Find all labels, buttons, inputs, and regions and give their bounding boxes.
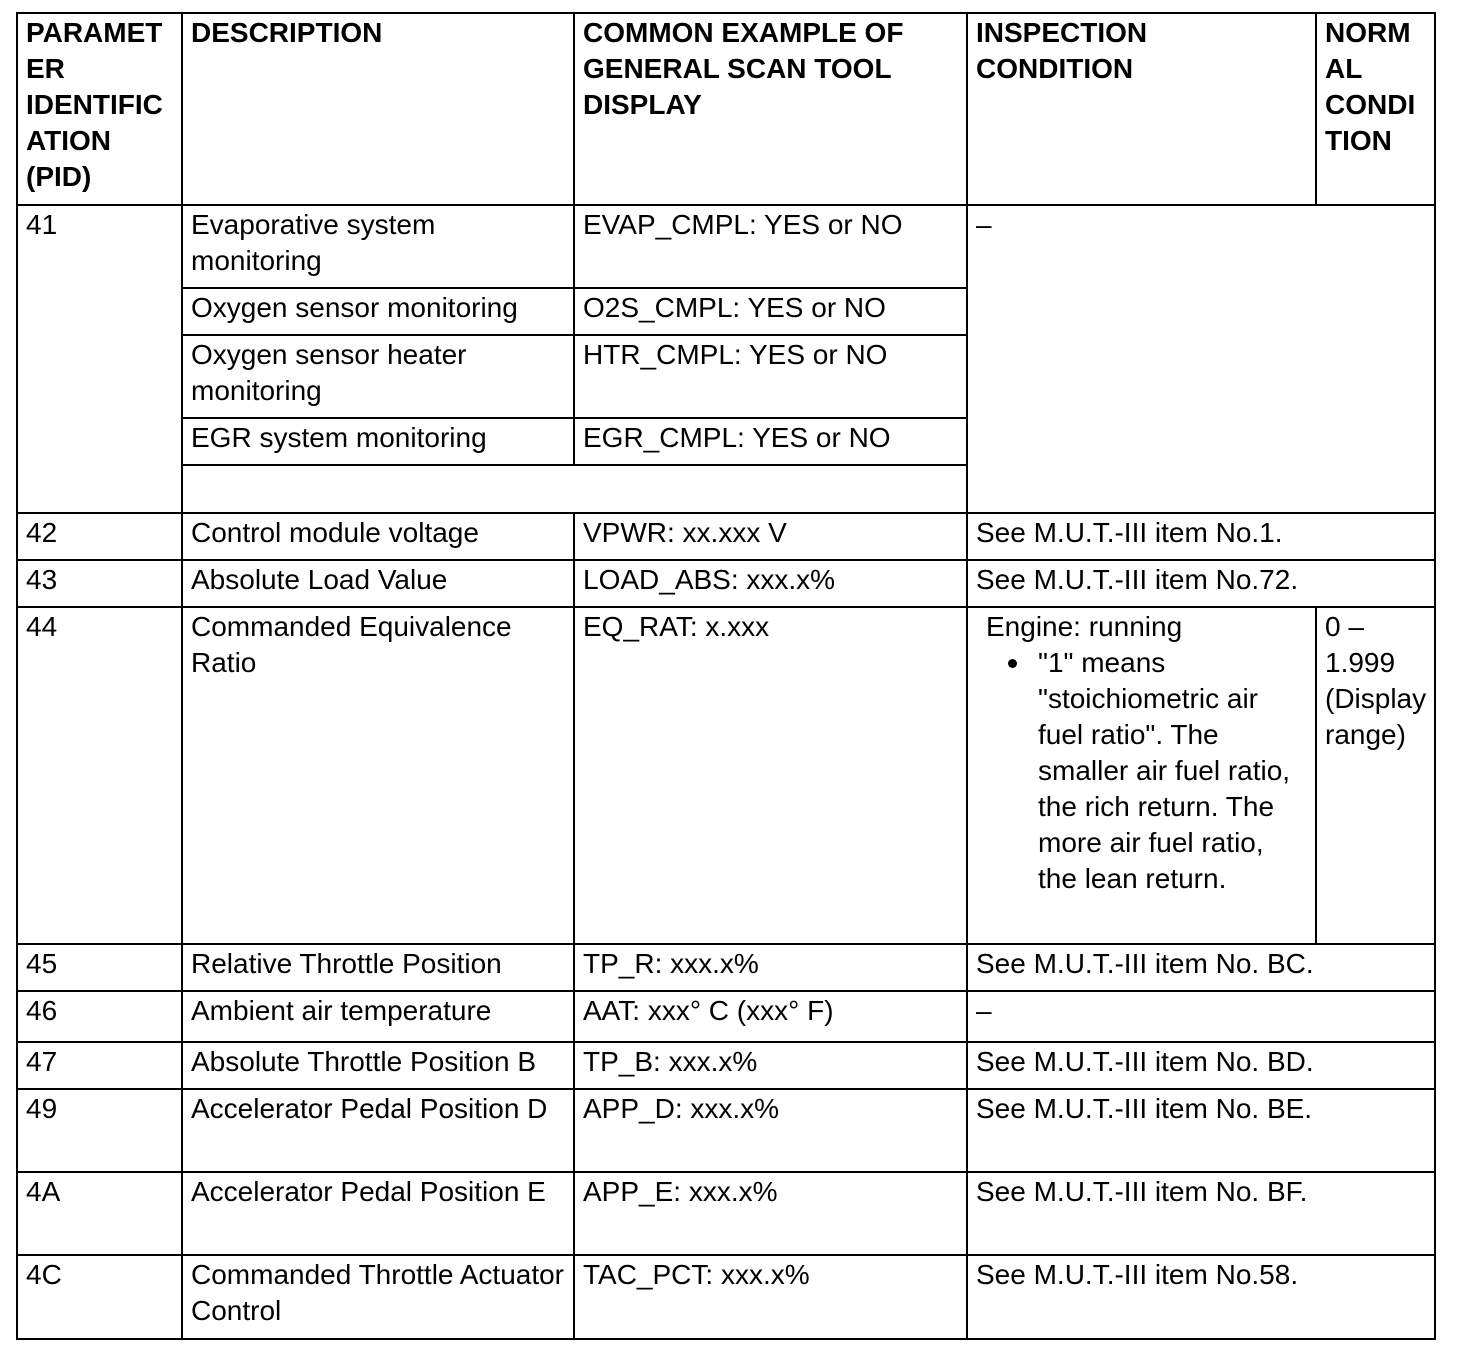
pid-cell: 49 (17, 1089, 182, 1172)
table-row (17, 205, 1435, 288)
description-cell: Evaporative system monitoring (182, 205, 574, 288)
inspection-bullets (976, 645, 1308, 897)
description-cell: Control module voltage (182, 513, 574, 560)
pid-cell: 47 (17, 1042, 182, 1089)
table-row (17, 1042, 1435, 1089)
inspection-cell (967, 607, 1316, 943)
condition-cell: See M.U.T.-III item No.72. (967, 560, 1435, 607)
normal-cell: 0 – 1.999 (Display range) (1316, 607, 1435, 943)
display-cell: LOAD_ABS: xxx.x% (574, 560, 967, 607)
description-cell: Absolute Load Value (182, 560, 574, 607)
condition-cell: See M.U.T.-III item No.58. (967, 1255, 1435, 1339)
description-cell: Oxygen sensor heater monitoring (182, 335, 574, 418)
description-cell: Accelerator Pedal Position E (182, 1172, 574, 1255)
inspection-intro: Engine: running (986, 611, 1183, 643)
display-cell: HTR_CMPL: YES or NO (574, 335, 967, 418)
display-cell: TAC_PCT: xxx.x% (574, 1255, 967, 1339)
description-cell: Accelerator Pedal Position D (182, 1089, 574, 1172)
condition-cell: – (967, 991, 1435, 1042)
description-cell: EGR system monitoring (182, 418, 574, 465)
description-cell: Relative Throttle Position (182, 944, 574, 991)
header-row (17, 13, 1435, 205)
display-cell: AAT: xxx° C (xxx° F) (574, 991, 967, 1042)
description-cell: Oxygen sensor monitoring (182, 288, 574, 335)
table-row (17, 1172, 1435, 1255)
table-row (17, 1255, 1435, 1339)
display-cell: O2S_CMPL: YES or NO (574, 288, 967, 335)
table-row (17, 513, 1435, 560)
pid-cell: 4A (17, 1172, 182, 1255)
empty-cell (182, 465, 967, 513)
description-cell: Commanded Equivalence Ratio (182, 607, 574, 943)
condition-cell: See M.U.T.-III item No. BC. (967, 944, 1435, 991)
display-cell: EVAP_CMPL: YES or NO (574, 205, 967, 288)
condition-cell: See M.U.T.-III item No. BE. (967, 1089, 1435, 1172)
table-row (17, 607, 1435, 943)
display-cell: VPWR: xx.xxx V (574, 513, 967, 560)
description-cell: Commanded Throttle Actuator Control (182, 1255, 574, 1339)
header-pid: PARAMETER IDENTIFICATION (PID) (17, 13, 182, 205)
condition-cell: See M.U.T.-III item No.1. (967, 513, 1435, 560)
condition-cell: See M.U.T.-III item No. BD. (967, 1042, 1435, 1089)
display-cell: APP_E: xxx.x% (574, 1172, 967, 1255)
display-cell: TP_R: xxx.x% (574, 944, 967, 991)
display-cell: EGR_CMPL: YES or NO (574, 418, 967, 465)
description-cell: Ambient air temperature (182, 991, 574, 1042)
header-normal: NORMAL CONDITION (1316, 13, 1435, 205)
table-row (17, 1089, 1435, 1172)
header-inspection: INSPECTION CONDITION (967, 13, 1316, 205)
table-row (17, 944, 1435, 991)
pid-cell: 42 (17, 513, 182, 560)
pid-cell: 43 (17, 560, 182, 607)
condition-cell: See M.U.T.-III item No. BF. (967, 1172, 1435, 1255)
pid-cell: 45 (17, 944, 182, 991)
display-cell: EQ_RAT: x.xxx (574, 607, 967, 943)
header-description: DESCRIPTION (182, 13, 574, 205)
display-cell: TP_B: xxx.x% (574, 1042, 967, 1089)
table-row (17, 560, 1435, 607)
description-cell: Absolute Throttle Position B (182, 1042, 574, 1089)
pid-table (16, 12, 1436, 1340)
pid-cell: 46 (17, 991, 182, 1042)
pid-cell: 41 (17, 205, 182, 513)
pid-cell: 44 (17, 607, 182, 943)
inspection-bullet: "1" means "stoichiometric air fuel ratio". The smaller air fuel ratio, the rich return. The more air fuel ratio, the lean return. (1038, 645, 1308, 897)
header-display: COMMON EXAMPLE OF GENERAL SCAN TOOL DISPLAY (574, 13, 967, 205)
condition-cell: – (967, 205, 1435, 513)
display-cell: APP_D: xxx.x% (574, 1089, 967, 1172)
pid-cell: 4C (17, 1255, 182, 1339)
table-row (17, 991, 1435, 1042)
